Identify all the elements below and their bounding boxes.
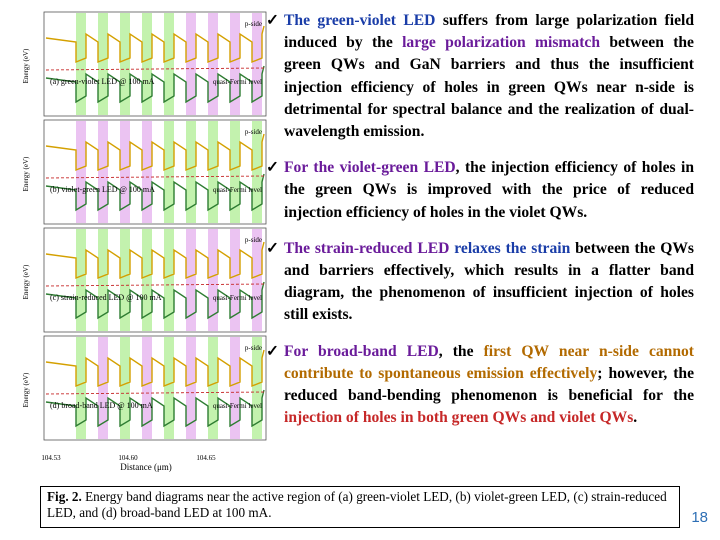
- x-tick-label: 104.60: [118, 454, 138, 462]
- bullet-item: [266, 238, 694, 327]
- bullet-text-segment: suffers from large polarization field induced by the: [284, 12, 694, 52]
- panel-label: (b) violet-green LED @ 100 mA: [50, 185, 155, 194]
- band-panel: [22, 228, 266, 332]
- bullet-list: [266, 10, 694, 429]
- panel-label: (c) strain-reduced LED @ 100 mA: [50, 293, 162, 302]
- x-axis-label: Distance (μm): [120, 462, 172, 472]
- bullet-text-segment: injection of holes in both green QWs and violet QWs: [284, 409, 634, 427]
- checkmark-icon: ✓: [266, 12, 280, 29]
- fermi-level-label: quasi-Fermi level: [212, 78, 262, 86]
- bullet-text-segment: The: [284, 12, 318, 29]
- bullet-text-segment: For the violet-green LED: [284, 159, 456, 177]
- fermi-level-label: quasi-Fermi level: [212, 294, 262, 302]
- checkmark-icon: ✓: [266, 342, 280, 360]
- bullet-text-segment: relaxes the strain: [454, 239, 571, 257]
- bullet-item: [266, 10, 694, 143]
- bullet-text-segment: For broad-band LED: [284, 342, 439, 360]
- band-panel: [22, 336, 266, 440]
- y-axis-label: Energy (eV): [22, 264, 30, 300]
- bullet-text-segment: , the injection efficiency of holes in the green QWs is improved with the price of reduced injection efficiency of holes in the violet QWs.: [284, 159, 694, 221]
- bullet-text-segment: first QW near n-side cannot contribute to spontaneous emission effectively: [284, 342, 694, 382]
- panel-label: (d) broad-band LED @ 100 mA: [50, 401, 153, 410]
- band-panel: [22, 120, 266, 224]
- y-axis-label: Energy (eV): [22, 48, 30, 84]
- bullet-text-segment: green-violet LED: [317, 12, 436, 29]
- fermi-level-label: quasi-Fermi level: [212, 402, 262, 410]
- y-axis-label: Energy (eV): [22, 156, 30, 192]
- band-panel: [22, 12, 266, 116]
- x-tick-label: 104.65: [196, 454, 216, 462]
- x-tick-label: 104.53: [41, 454, 61, 462]
- panel-label: (a) green-violet LED @ 100 mA: [50, 77, 155, 86]
- figure-caption: [40, 486, 680, 528]
- checkmark-icon: ✓: [266, 239, 280, 257]
- p-side-label: p-side: [244, 20, 262, 28]
- caption-text: Energy band diagrams near the active region of (a) green-violet LED, (b) violet-green LED, (c) strain-reduced LED, and (d) broad-band LED at 100 mA.: [47, 489, 667, 520]
- fermi-level-label: quasi-Fermi level: [212, 186, 262, 194]
- p-side-label: p-side: [244, 236, 262, 244]
- caption-figure-number: Fig. 2.: [47, 489, 82, 504]
- bullet-item: [266, 157, 694, 224]
- bullet-text-segment: ; however, the reduced band-bending phenomenon is beneficial for the: [284, 364, 694, 405]
- bullet-item: [266, 341, 694, 430]
- panels-group: [22, 12, 266, 440]
- bullet-text-segment: .: [633, 409, 638, 427]
- p-side-label: p-side: [244, 344, 262, 352]
- slide-number: 18: [691, 509, 708, 526]
- p-side-label: p-side: [244, 128, 262, 136]
- band-diagram-figure: [18, 8, 276, 473]
- bullet-text-segment: between the green QWs and GaN barriers and thus the insufficient injection efficiency of holes in green QWs near n-side is detrimental for spectral balance and the realization of dual-wavelength emission.: [284, 34, 694, 141]
- bullet-text-segment: large polarization mismatch: [402, 34, 600, 52]
- bullet-text-segment: The strain-reduced LED: [284, 239, 455, 257]
- y-axis-label: Energy (eV): [22, 372, 30, 408]
- checkmark-icon: ✓: [266, 159, 280, 177]
- bullet-text-segment: , the: [438, 342, 484, 360]
- bullet-text-segment: between the QWs and barriers effectively, which results in a flatter band diagram, the phenomenon of insufficient injection of holes still exists.: [284, 239, 694, 324]
